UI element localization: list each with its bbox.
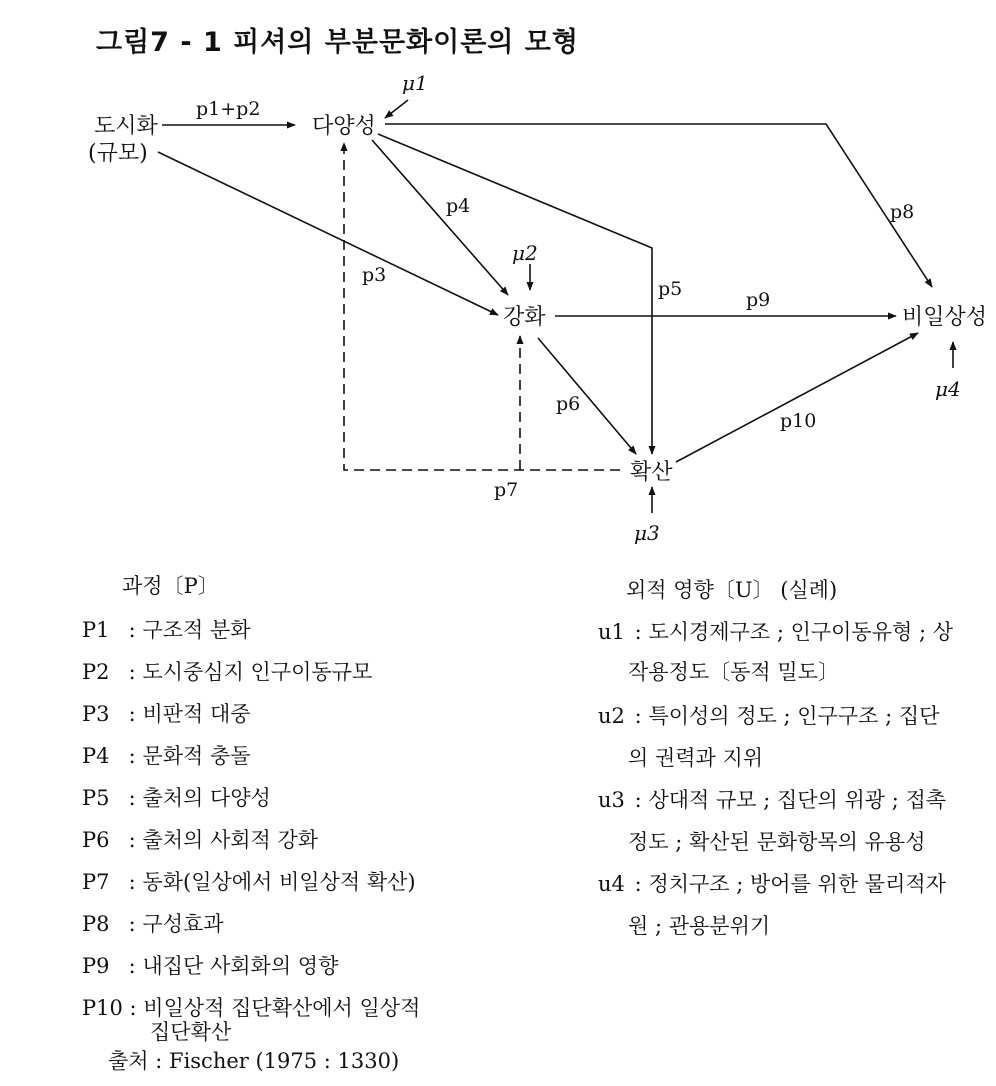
process-text: 도시중심지 인구이동규모 — [142, 660, 373, 684]
external-item-continuation: 원 ; 관용분위기 — [628, 914, 771, 938]
process-code: P8 — [82, 912, 110, 936]
external-item: u4 : 정치구조 ; 방어를 위한 물리적자 — [598, 872, 946, 896]
external-item-continuation: 정도 ; 확산된 문화항목의 유용성 — [628, 830, 926, 854]
process-code: P4 — [82, 744, 110, 768]
node-unconventionality: 비일상성 — [902, 305, 988, 330]
arrow-p5 — [378, 134, 652, 454]
label-p9: p9 — [746, 289, 771, 311]
process-text: 출처의 사회적 강화 — [142, 828, 319, 852]
label-p10: p10 — [780, 410, 817, 432]
process-heading: 과정〔P〕 — [122, 574, 219, 598]
process-item: P7 : 동화(일상에서 비일상적 확산) — [82, 870, 416, 894]
arrow-p10 — [676, 333, 918, 462]
label-mu2: μ2 — [512, 241, 538, 265]
external-code: u2 — [598, 704, 625, 728]
process-item: P5 : 출처의 다양성 — [82, 786, 271, 810]
process-text: 구조적 분화 — [142, 618, 251, 642]
process-text: 동화(일상에서 비일상적 확산) — [142, 870, 416, 894]
process-item: P6 : 출처의 사회적 강화 — [82, 828, 319, 852]
external-text: 특이성의 정도 ; 인구구조 ; 집단 — [648, 704, 940, 728]
arrow-p6 — [538, 338, 636, 454]
process-code: P3 — [82, 702, 110, 726]
external-item-continuation: 의 권력과 지위 — [628, 746, 764, 770]
label-p8: p8 — [890, 201, 915, 223]
label-mu4: μ4 — [935, 377, 961, 401]
external-item: u1 : 도시경제구조 ; 인구이동유형 ; 상 — [598, 620, 954, 644]
process-text: 구성효과 — [142, 912, 224, 936]
process-item: P3 : 비판적 대중 — [82, 702, 251, 726]
label-mu3: μ3 — [634, 521, 660, 545]
node-urbanization: 도시화 — [94, 114, 158, 139]
process-code: P2 — [82, 660, 110, 684]
external-item-continuation: 작용정도〔동적 밀도〕 — [628, 660, 839, 684]
process-code: P7 — [82, 870, 110, 894]
process-item: P9 : 내집단 사회화의 영향 — [82, 954, 339, 978]
process-item: P4 : 문화적 충돌 — [82, 744, 251, 768]
label-p6: p6 — [556, 393, 581, 415]
process-code: P6 — [82, 828, 110, 852]
process-text: 출처의 다양성 — [142, 786, 271, 810]
node-urbanization-sub: (규모) — [88, 141, 148, 166]
arrow-p4 — [372, 140, 508, 295]
node-diversity: 다양성 — [312, 114, 376, 139]
label-p4: p4 — [446, 195, 471, 217]
label-p3: p3 — [362, 264, 387, 286]
process-code: P10 — [82, 996, 123, 1020]
external-code: u1 — [598, 620, 625, 644]
external-code: u3 — [598, 788, 625, 812]
process-code: P1 — [82, 618, 110, 642]
label-p1p2: p1+p2 — [196, 98, 261, 120]
process-item: P10 : 비일상적 집단확산에서 일상적 — [82, 996, 421, 1020]
process-item: P2 : 도시중심지 인구이동규모 — [82, 660, 373, 684]
node-diffusion: 확산 — [630, 460, 673, 485]
process-text: 비판적 대중 — [142, 702, 251, 726]
process-text: 비일상적 집단확산에서 일상적 — [143, 996, 421, 1020]
process-item: P1 : 구조적 분화 — [82, 618, 251, 642]
external-code: u4 — [598, 872, 625, 896]
external-text: 도시경제구조 ; 인구이동유형 ; 상 — [648, 620, 954, 644]
process-code: P9 — [82, 954, 110, 978]
process-text: 문화적 충돌 — [142, 744, 251, 768]
node-intensification: 강화 — [503, 305, 546, 330]
label-p5: p5 — [658, 278, 683, 300]
label-mu1: μ1 — [402, 71, 428, 95]
label-p7: p7 — [494, 479, 519, 501]
process-item-continuation: 집단확산 — [150, 1020, 232, 1044]
figure-title: 그림7 - 1 피셔의 부분문화이론의 모형 — [96, 27, 579, 58]
process-code: P5 — [82, 786, 110, 810]
external-heading: 외적 영향〔U〕 (실례) — [626, 578, 838, 602]
external-text: 상대적 규모 ; 집단의 위광 ; 접촉 — [648, 788, 947, 812]
arrow-p3 — [158, 152, 498, 315]
external-item: u3 : 상대적 규모 ; 집단의 위광 ; 접촉 — [598, 788, 947, 812]
process-text: 내집단 사회화의 영향 — [142, 954, 339, 978]
arrow-mu1 — [385, 100, 408, 118]
process-item: P8 : 구성효과 — [82, 912, 224, 936]
source-citation: 출처 : Fischer (1975 : 1330) — [108, 1049, 400, 1073]
external-item: u2 : 특이성의 정도 ; 인구구조 ; 집단 — [598, 704, 940, 728]
external-text: 정치구조 ; 방어를 위한 물리적자 — [648, 872, 946, 896]
